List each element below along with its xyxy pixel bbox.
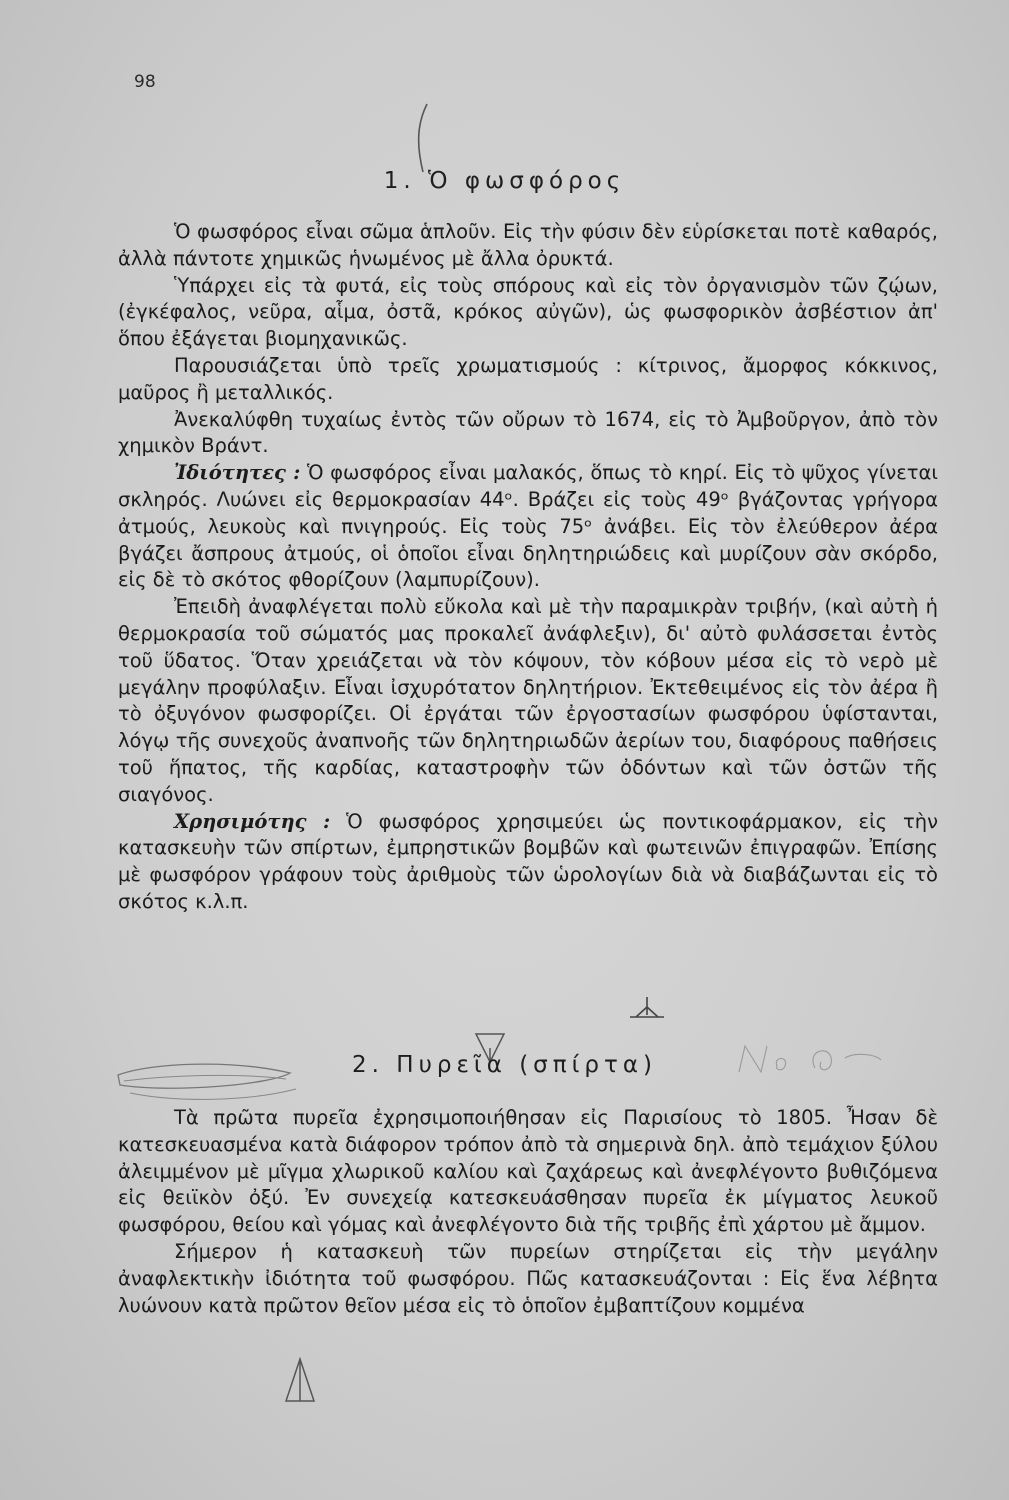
paragraph: Παρουσιάζεται ὑπὸ τρεῖς χρωματισμούς : κίτρινος, ἄμορφος κόκκινος, μαῦρος ἢ μεταλλικός.	[118, 353, 938, 404]
paragraph: Τὰ πρῶτα πυρεῖα ἐχρησιμοποιήθησαν εἰς Παρισίους τὸ 1805. Ἦσαν δὲ κατεσκευασμένα κατὰ διάφορον τρόπον ἀπὸ τὰ σημερινὰ δηλ. ἀπὸ τεμάχιον ξύλου ἀλειμμένον μὲ μῖγμα χλωρικοῦ καλίου καὶ ζαχάρεως καὶ ἀνεφλέγοντο βυθιζόμενα εἰς θειϊκὸν ὀξύ. Ἐν συνεχείᾳ κατεσκευάσθησαν πυρεῖα ἐκ μίγματος λευκοῦ φωσφόρου, θείου καὶ γόμας καὶ ἀνεφλέγοντο διὰ τῆς τριβῆς ἐπὶ χάρτου μὲ ἄμμον.	[118, 1106, 938, 1237]
page-number: 98	[134, 72, 156, 92]
paragraph: Ἀνεκαλύφθη τυχαίως ἐντὸς τῶν οὔρων τὸ 1674, εἰς τὸ Ἀμβοῦργον, ἀπὸ τὸν χημικὸν Βράντ.	[118, 407, 938, 458]
paragraph: Σήμερον ἡ κατασκευὴ τῶν πυρείων στηρίζεται εἰς τὴν μεγάλην ἀναφλεκτικὴν ἰδιότητα τοῦ φωσφόρου. Πῶς κατασκευάζονται : Εἰς ἕνα λέβητα λυώνουν κατὰ πρῶτον θεῖον μέσα εἰς τὸ ὁποῖον ἐμβαπτίζουν κομμένα	[118, 1239, 938, 1317]
properties-term: Ἰδιότητες :	[174, 461, 301, 485]
pencil-mark-icon	[624, 995, 670, 1023]
section-2-heading: 2. Πυρεῖα (σπίρτα)	[352, 1052, 657, 1078]
paragraph: Ὁ φωσφόρος εἶναι σῶμα ἁπλοῦν. Εἰς τὴν φύσιν δὲν εὑρίσκεται ποτὲ καθαρός, ἀλλὰ πάντοτε χημικῶς ἡνωμένος μὲ ἄλλα ὀρυκτά.	[118, 220, 938, 270]
properties-paragraph	[118, 460, 938, 594]
section-1-heading: 1. Ὁ φωσφόρος	[383, 168, 626, 194]
paragraph: Ἐπειδὴ ἀναφλέγεται πολὺ εὔκολα καὶ μὲ τὴν παραμικρὰν τριβήν, (καὶ αὐτὴ ἡ θερμοκρασία τοῦ σώματός μας προκαλεῖ ἀνάφλεξιν), δι' αὐτὸ φυλάσσεται ἐντὸς τοῦ ὕδατος. Ὅταν χρειάζεται νὰ τὸν κόψουν, τὸν κόβουν μέσα εἰς τὸ νερὸ μὲ μεγάλην προφύλαξιν. Εἶναι ἰσχυρότατον δηλητήριον. Ἐκτεθειμένος εἰς τὸν ἀέρα ἢ τὸ ὀξυγόνον φωσφορίζει. Οἱ ἐργάται τῶν ἐργοστασίων φωσφόρου ὑφίστανται, λόγῳ τῆς συνεχοῦς ἀναπνοῆς τῶν δηλητηριωδῶν ἀερίων του, διαφόρους παθήσεις τοῦ ἥπατος, τῆς καρδίας, καταστροφὴν τῶν ὀδόντων καὶ τῶν ὀστῶν τῆς σιαγόνος.	[118, 595, 938, 806]
usefulness-text: Ὁ φωσφόρος χρησιμεύει ὡς ποντικοφάρμακον, εἰς τὴν κατασκευὴν τῶν σπίρτων, ἐμπρηστικῶν βομβῶν καὶ φωτεινῶν ἐπιγραφῶν. Ἐπίσης μὲ φωσφόρον γράφουν τοὺς ἀριθμοὺς τῶν ὡρολογίων διὰ νὰ διαβάζωνται εἰς τὸ σκότος κ.λ.π.	[118, 809, 939, 913]
usefulness-paragraph	[118, 809, 938, 916]
section-1-body	[118, 219, 938, 916]
pencil-triangle-icon	[280, 1355, 320, 1407]
properties-text: Ὁ φωσφόρος εἶναι μαλακός, ὅπως τὸ κηρί. Εἰς τὸ ψῦχος γίνεται σκληρός. Λυώνει εἰς θερμοκρασίαν 44ᵒ. Βράζει εἰς τοὺς 49ᵒ βγάζοντας γρήγορα ἀτμούς, λευκοὺς καὶ πνιγηρούς. Εἰς τοὺς 75ᵒ ἀνάβει. Εἰς τὸν ἐλεύθερον ἀέρα βγάζει ἄσπρους ἀτμούς, οἱ ὁποῖοι εἶναι δηλητηριώδεις καὶ μυρίζουν σὰν σκόρδο, εἰς δὲ τὸ σκότος φθορίζουν (λαμπυρίζουν).	[118, 461, 938, 592]
section-2-body	[118, 1105, 938, 1319]
paragraph: Ὑπάρχει εἰς τὰ φυτά, εἰς τοὺς σπόρους καὶ εἰς τὸν ὀργανισμὸν τῶν ζῴων, (ἐγκέφαλος, νεῦρα, αἷμα, ὀστᾶ, κρόκος αὐγῶν), ὡς φωσφορικὸν ἀσβέστιον ἀπ' ὅπου ἐξάγεται βιομηχανικῶς.	[118, 273, 938, 351]
usefulness-term: Χρησιμότης :	[174, 809, 331, 833]
